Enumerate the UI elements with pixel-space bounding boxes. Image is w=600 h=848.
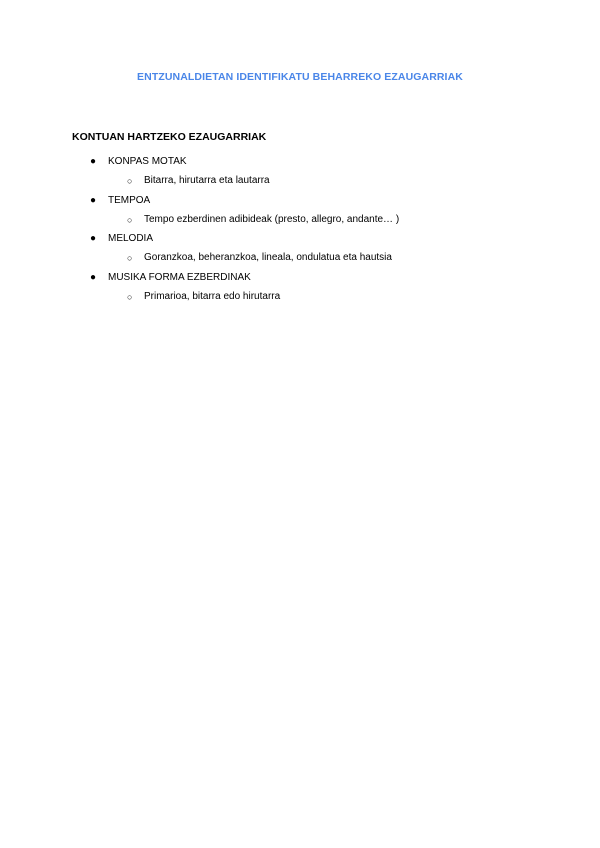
hollow-bullet-icon: ○	[127, 176, 133, 186]
list-item-tempoa	[0, 193, 600, 232]
section-heading: KONTUAN HARTZEKO EZAUGARRIAK	[72, 131, 267, 143]
feature-list	[0, 154, 600, 308]
hollow-bullet-icon: ○	[127, 291, 133, 302]
sub-list-item-label: Bitarra, hirutarra eta lautarra	[144, 175, 270, 186]
list-item-label: MUSIKA FORMA EZBERDINAK	[108, 271, 251, 283]
page-title: ENTZUNALDIETAN IDENTIFIKATU BEHARREKO EZAUGARRIAK	[137, 71, 463, 83]
list-item-label: MELODIA	[108, 233, 154, 244]
list-item-melodia	[0, 231, 600, 270]
filled-bullet-icon: ●	[90, 233, 97, 244]
hollow-bullet-icon: ○	[127, 253, 133, 263]
filled-bullet-icon: ●	[90, 156, 97, 167]
sub-list-item-label: Tempo ezberdinen adibideak (presto, allegro, andante… )	[144, 213, 400, 225]
list-item-label: KONPAS MOTAK	[108, 156, 187, 167]
list-item-konpas-motak	[0, 154, 600, 193]
filled-bullet-icon: ●	[90, 194, 97, 206]
filled-bullet-icon: ●	[90, 271, 97, 283]
list-item-label: TEMPOA	[108, 194, 151, 206]
hollow-bullet-icon: ○	[127, 214, 133, 225]
sub-list-item-label: Primarioa, bitarra edo hirutarra	[144, 290, 281, 302]
sub-list-item-label: Goranzkoa, beheranzkoa, lineala, ondulatua eta hautsia	[144, 252, 392, 263]
list-item-musika-forma	[0, 270, 600, 309]
